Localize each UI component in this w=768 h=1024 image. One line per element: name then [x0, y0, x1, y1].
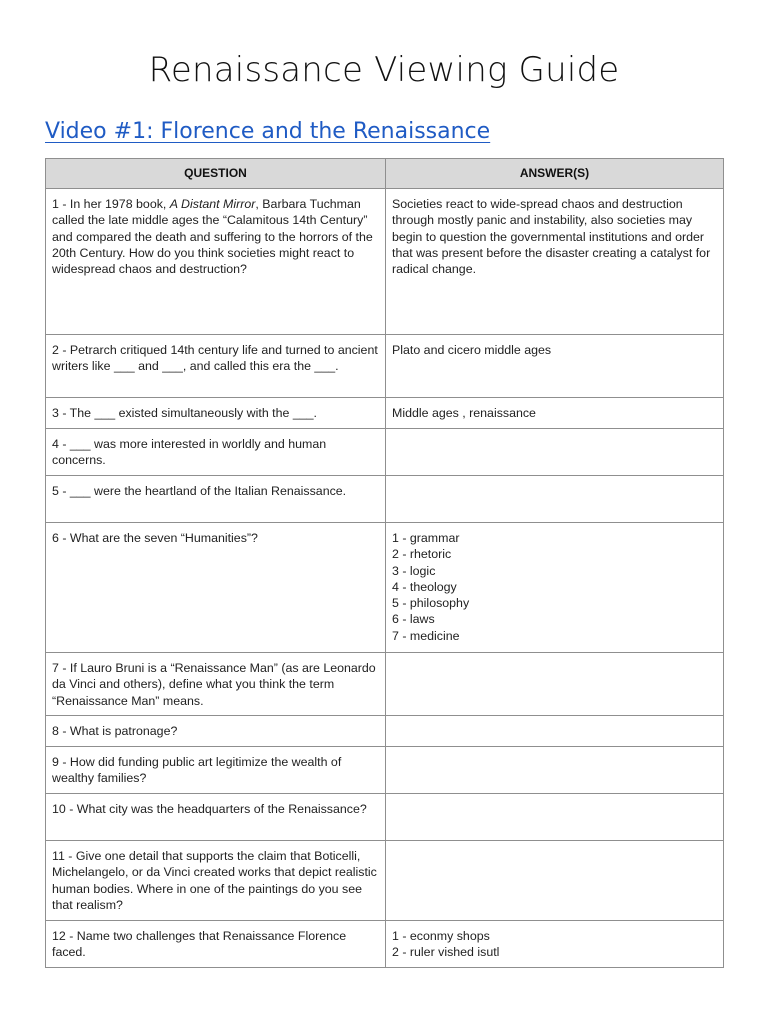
question-cell: 12 - Name two challenges that Renaissance Florence faced. — [46, 921, 386, 968]
answer-text: Plato and cicero middle ages — [392, 343, 552, 357]
table-row — [46, 429, 724, 476]
table-row — [46, 747, 724, 794]
table-row — [46, 189, 724, 335]
answer-text: 7 - medicine — [392, 628, 460, 643]
answer-text: 4 - theology — [392, 579, 457, 594]
question-cell: 8 - What is patronage? — [46, 716, 386, 747]
question-text: 1 - In her 1978 book, — [52, 197, 170, 211]
answer-cell[interactable] — [386, 794, 724, 841]
table-header-row — [46, 159, 724, 189]
question-cell: 6 - What are the seven “Humanities”? — [46, 523, 386, 653]
answer-text: begin to question the governmental institutions and order that was present before the disaster creating a catalyst for radical change. — [392, 229, 711, 277]
answer-cell[interactable] — [386, 716, 724, 747]
question-text: , Barbara Tuchman called the late middle ages the “Calamitous 14th Century” and compared the death and suffering to the horrors of the 20th Century. How do you think societies might react to widespread chaos and destruction? — [52, 197, 373, 277]
answer-text: Middle ages , renaissance — [392, 406, 536, 420]
table-row — [46, 476, 724, 523]
answer-cell[interactable] — [386, 747, 724, 794]
answer-text: 5 - philosophy — [392, 596, 470, 611]
table-row — [46, 716, 724, 747]
book-title: A Distant Mirror — [169, 197, 256, 211]
viewing-guide-table — [45, 158, 724, 968]
question-cell: 11 - Give one detail that supports the claim that Boticelli, Michelangelo, or da Vinci created works that depict realistic human bodies. Where in one of the paintings do you see that realism? — [46, 841, 386, 921]
answer-column-header: ANSWER(S) — [386, 159, 724, 189]
table-row — [46, 841, 724, 921]
answer-text: 1 - grammar — [392, 531, 460, 545]
answer-cell[interactable] — [386, 476, 724, 523]
answer-text: 6 - laws — [392, 612, 435, 627]
answer-cell[interactable] — [386, 921, 724, 968]
answer-cell[interactable] — [386, 335, 724, 398]
page-title: Renaissance Viewing Guide — [148, 50, 620, 90]
answer-text: 2 - rhetoric — [392, 547, 452, 562]
answer-text: 1 - econmy shops — [392, 929, 490, 943]
answer-cell[interactable] — [386, 398, 724, 429]
answer-cell[interactable] — [386, 841, 724, 921]
answer-text: Societies react to wide-spread chaos and destruction through mostly panic and instability, also societies may — [392, 197, 693, 228]
section-heading: Video #1: Florence and the Renaissance — [45, 119, 491, 144]
question-cell: 9 - How did funding public art legitimize the wealth of wealthy families? — [46, 747, 386, 794]
answer-cell[interactable] — [386, 523, 724, 653]
question-cell: 3 - The ___ existed simultaneously with the ___. — [46, 398, 386, 429]
question-column-header: QUESTION — [46, 159, 386, 189]
table-row — [46, 653, 724, 716]
table-row — [46, 335, 724, 398]
question-cell: 10 - What city was the headquarters of the Renaissance? — [46, 794, 386, 841]
answer-cell[interactable] — [386, 189, 724, 335]
table-row — [46, 921, 724, 968]
table-row — [46, 398, 724, 429]
table-row — [46, 794, 724, 841]
question-cell: 5 - ___ were the heartland of the Italian Renaissance. — [46, 476, 386, 523]
answer-text: 3 - logic — [392, 563, 436, 578]
question-cell — [46, 189, 386, 335]
question-cell: 7 - If Lauro Bruni is a “Renaissance Man” (as are Leonardo da Vinci and others), define what you think the term “Renaissance Man” means. — [46, 653, 386, 716]
question-cell: 4 - ___ was more interested in worldly and human concerns. — [46, 429, 386, 476]
answer-cell[interactable] — [386, 653, 724, 716]
question-cell: 2 - Petrarch critiqued 14th century life and turned to ancient writers like ___ and ___, and called this era the ___. — [46, 335, 386, 398]
answer-text: 2 - ruler vished isutl — [392, 945, 500, 960]
answer-cell[interactable] — [386, 429, 724, 476]
table-row — [46, 523, 724, 653]
